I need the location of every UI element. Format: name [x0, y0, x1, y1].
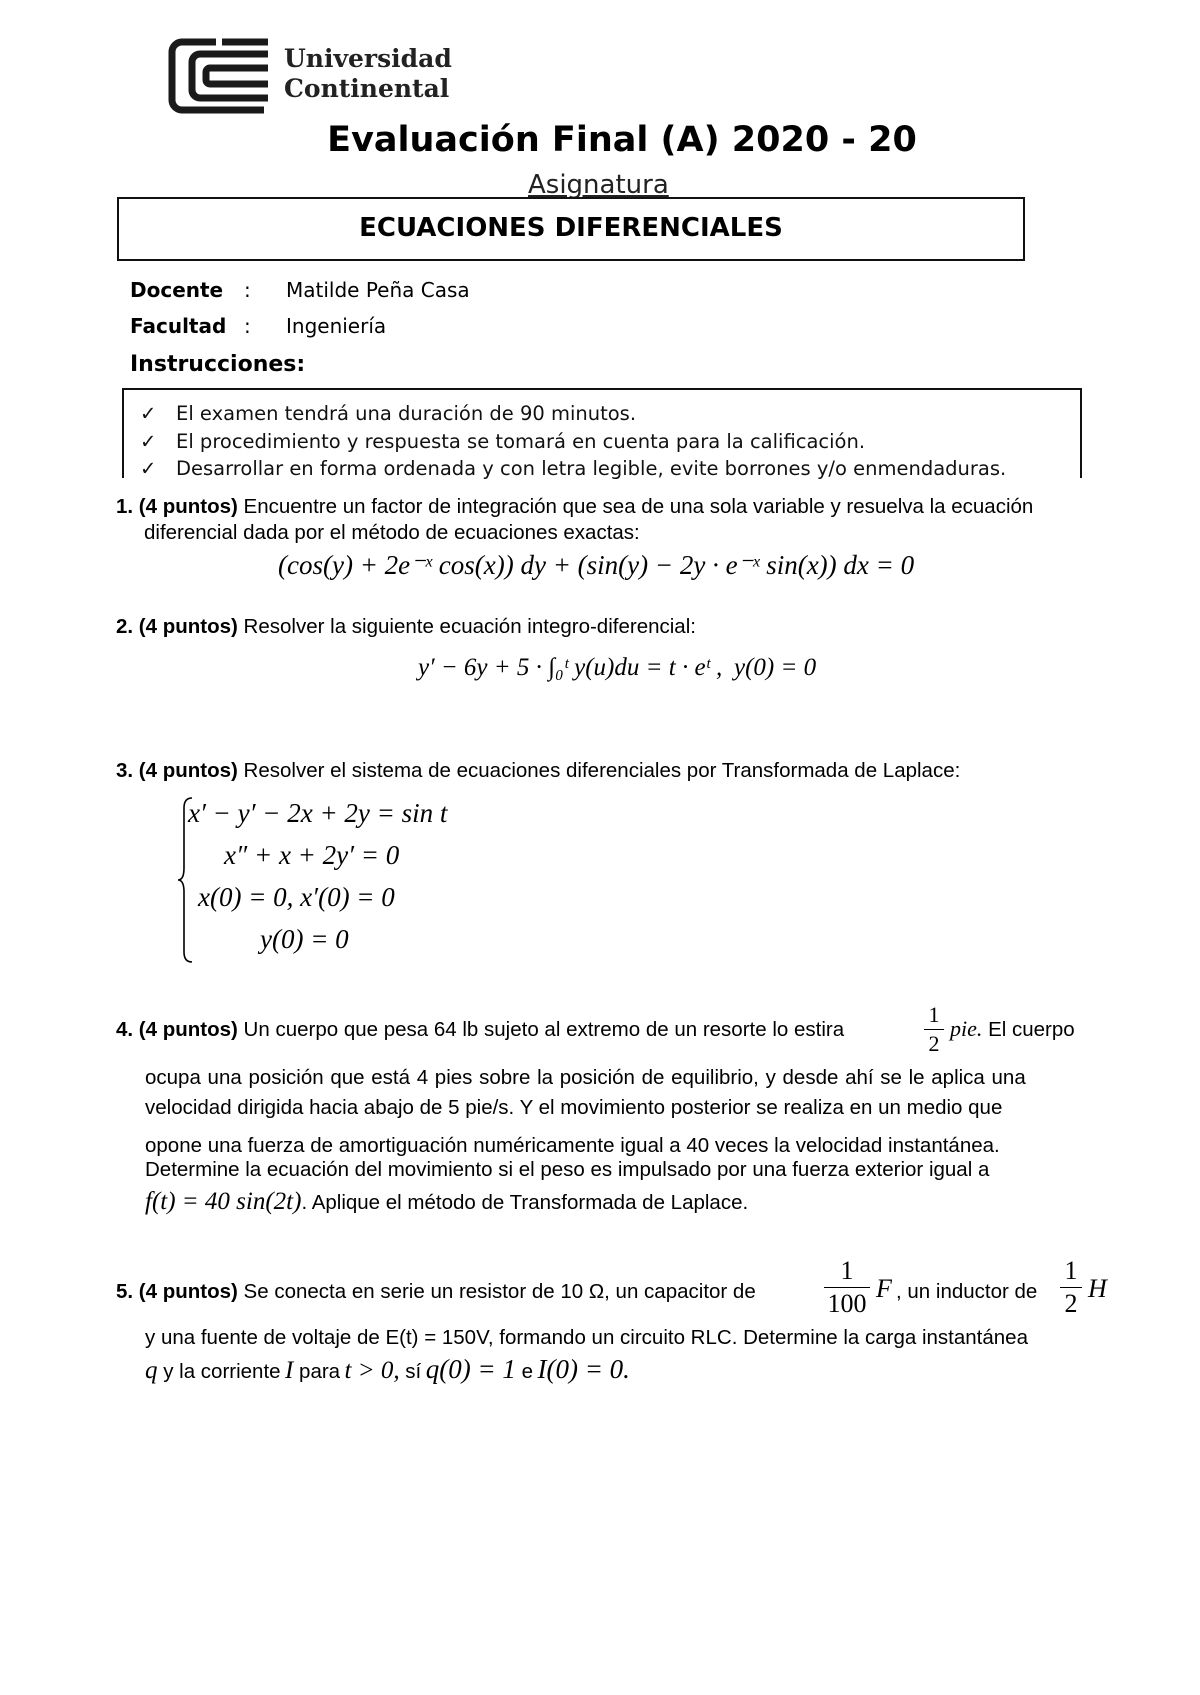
fraction-denominator: 100 — [827, 1289, 867, 1318]
fraction-bar — [924, 1029, 944, 1030]
question-4-number: 4. (4 puntos) — [116, 1018, 238, 1041]
fraction-numerator: 1 — [840, 1256, 854, 1285]
question-3-system — [180, 796, 480, 956]
exam-title: Evaluación Final (A) 2020 - 20 — [327, 120, 917, 160]
fraction-denominator: 2 — [928, 1031, 940, 1056]
instructions-label: Instrucciones: — [130, 352, 306, 377]
university-line1: Universidad — [284, 44, 452, 73]
fraction-numerator: 1 — [1064, 1256, 1078, 1285]
question-4-line5: Determine la ecuación del movimiento si el peso es impulsado por una fuerza exterior igual a — [145, 1158, 990, 1181]
question-5-number: 5. (4 puntos) — [116, 1280, 238, 1303]
q5-text-c3: sí — [399, 1360, 422, 1383]
instructions-box — [122, 388, 1082, 478]
docente-colon: : — [244, 278, 251, 302]
question-4-fraction — [924, 1002, 944, 1057]
question-1 — [116, 494, 1096, 546]
question-5-line3 — [145, 1354, 630, 1385]
question-4-text: Un cuerpo que pesa 64 lb sujeto al extremo de un resorte lo estira — [237, 1018, 845, 1041]
facultad-label: Facultad — [130, 314, 227, 338]
question-3-text: Resolver el sistema de ecuaciones diferenciales por Transformada de Laplace: — [237, 759, 961, 782]
question-2-text: Resolver la siguiente ecuación integro-diferencial: — [237, 615, 696, 638]
system-eq-3: x(0) = 0, x′(0) = 0 — [198, 882, 395, 912]
instruction-item — [140, 430, 866, 453]
cond-q: q(0) = 1 — [425, 1354, 516, 1384]
question-4-text-a2: El cuerpo — [982, 1018, 1075, 1041]
question-4-line4: opone una fuerza de amortiguación numéricamente igual a 40 veces la velocidad instantánea. — [145, 1134, 1000, 1157]
university-logo — [168, 38, 468, 114]
question-1-number: 1. (4 puntos) — [116, 495, 238, 518]
capacitor-unit: F — [876, 1274, 892, 1303]
question-5-line1 — [116, 1280, 756, 1304]
question-5-line2: y una fuente de voltaje de E(t) = 150V, formando un circuito RLC. Determine la carga instantánea — [145, 1326, 1028, 1349]
question-1-text: Encuentre un factor de integración que sea de una sola variable y resuelva la ecuación — [237, 495, 1034, 518]
instruction-text: El procedimiento y respuesta se tomará en cuenta para la calificación. — [176, 430, 866, 453]
checkmark-icon: ✓ — [140, 402, 157, 425]
university-name — [284, 44, 452, 104]
system-eq-4: y(0) = 0 — [260, 924, 349, 954]
facultad-value: Ingeniería — [286, 314, 387, 338]
question-4-line1 — [116, 1018, 844, 1042]
instruction-text: El examen tendrá una duración de 90 minutos. — [176, 402, 637, 425]
question-2-condition: y(0) = 0 — [734, 654, 817, 681]
question-3-number: 3. (4 puntos) — [116, 759, 238, 782]
cond-i: I(0) = 0. — [537, 1354, 630, 1384]
fraction-bar — [824, 1287, 870, 1288]
checkmark-icon: ✓ — [140, 457, 157, 480]
question-4-unit-line — [950, 1016, 1075, 1042]
question-1-equation: (cos(y) + 2e⁻ˣ cos(x)) dy + (sin(y) − 2y · e⁻ˣ sin(x)) dx = 0 — [278, 550, 915, 580]
docente-label: Docente — [130, 278, 224, 302]
question-4-line6 — [145, 1188, 748, 1216]
subject-label: Asignatura — [528, 170, 669, 200]
var-q: q — [145, 1357, 158, 1384]
logo-mark-icon — [168, 38, 278, 114]
q5-text-c4: e — [515, 1360, 534, 1383]
facultad-colon: : — [244, 314, 251, 338]
cond-t: t > 0, — [344, 1357, 400, 1384]
course-box — [117, 197, 1025, 261]
fraction-numerator: 1 — [928, 1002, 940, 1027]
university-line2: Continental — [284, 74, 450, 103]
docente-value: Matilde Peña Casa — [286, 278, 470, 302]
instruction-item — [140, 402, 637, 425]
question-4-text-f: . Aplique el método de Transformada de Laplace. — [301, 1191, 749, 1214]
fraction-denominator: 2 — [1064, 1289, 1078, 1318]
inductor-unit: H — [1088, 1274, 1107, 1303]
question-4-line2: ocupa una posición que está 4 pies sobre la posición de equilibrio, y desde ahí se le aplica una — [145, 1066, 1026, 1089]
q5-text-c1: y la corriente — [157, 1360, 281, 1383]
question-4-force: f(t) = 40 sin(2t) — [145, 1188, 302, 1215]
question-2 — [116, 614, 1096, 640]
capacitor-fraction — [824, 1256, 870, 1319]
course-name: ECUACIONES DIFERENCIALES — [359, 213, 783, 243]
question-2-equation: y′ − 6y + 5 · ∫₀ᵗ y(u)du = t · eᵗ , — [418, 654, 723, 681]
system-eq-1: x′ − y′ − 2x + 2y = sin t — [188, 798, 448, 828]
question-2-number: 2. (4 puntos) — [116, 615, 238, 638]
checkmark-icon: ✓ — [140, 430, 157, 453]
fraction-bar — [1060, 1287, 1082, 1288]
inductor-fraction — [1060, 1256, 1082, 1319]
instruction-text: Desarrollar en forma ordenada y con letra legible, evite borrones y/o enmendaduras. — [176, 457, 1007, 480]
question-4-line3: velocidad dirigida hacia abajo de 5 pie/s. Y el movimiento posterior se realiza en un medio que — [145, 1096, 1003, 1119]
q5-text-c2: para — [293, 1360, 341, 1383]
question-3 — [116, 758, 1096, 784]
question-5-text-a2: , un inductor de — [896, 1280, 1038, 1303]
question-4-unit: pie. — [950, 1016, 983, 1041]
instruction-item — [140, 457, 1007, 480]
question-1-text-cont: diferencial dada por el método de ecuaciones exactas: — [144, 521, 640, 544]
question-5-text: Se conecta en serie un resistor de 10 Ω, un capacitor de — [237, 1280, 756, 1303]
system-eq-2: x″ + x + 2y′ = 0 — [224, 840, 400, 870]
var-i: I — [285, 1357, 294, 1384]
